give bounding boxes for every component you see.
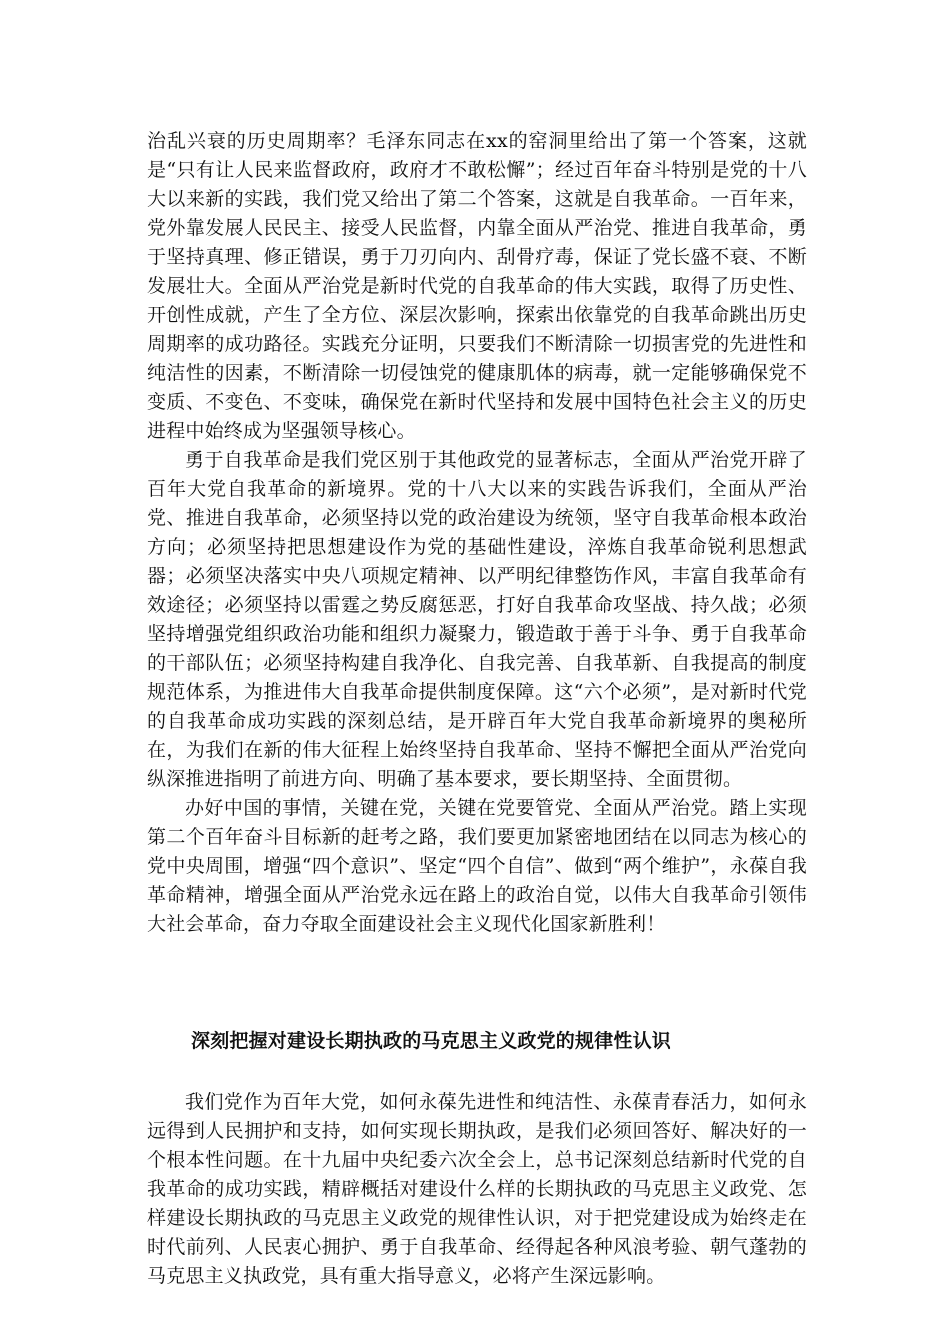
section-title: 深刻把握对建设长期执政的马克思主义政党的规律性认识 — [191, 1030, 672, 1052]
paragraph-3: 办好中国的事情，关键在党，关键在党要管党、全面从严治党。踏上实现第二个百年奋斗目标新的赶考之路，我们要更加紧密地团结在以同志为核心的党中央周围，增强“四个意识”、坚定“四个自信”、做到“两个维护”，永葆自我革命精神，增强全面从严治党永远在路上的政治自觉，以伟大自我革命引领伟大社会革命，奋力夺取全面建设社会主义现代化国家新胜利！ — [147, 797, 807, 935]
document-body — [147, 127, 807, 1291]
paragraph-1: 治乱兴衰的历史周期率？毛泽东同志在xx的窑洞里给出了第一个答案，这就是“只有让人民来监督政府，政府才不敢松懈”；经过百年奋斗特别是党的十八大以来新的实践，我们党又给出了第二个答案，这就是自我革命。一百年来，党外靠发展人民民主、接受人民监督，内靠全面从严治党、推进自我革命，勇于坚持真理、修正错误，勇于刀刃向内、刮骨疗毒，保证了党长盛不衰、不断发展壮大。全面从严治党是新时代党的自我革命的伟大实践，取得了历史性、开创性成就，产生了全方位、深层次影响，探索出依靠党的自我革命跳出历史周期率的成功路径。实践充分证明，只要我们不断清除一切损害党的先进性和纯洁性的因素，不断清除一切侵蚀党的健康肌体的病毒，就一定能够确保党不变质、不变色、不变味，确保党在新时代坚持和发展中国特色社会主义的历史进程中始终成为坚强领导核心。 — [147, 130, 807, 442]
section-spacer — [147, 939, 807, 1027]
paragraph-2: 勇于自我革命是我们党区别于其他政党的显著标志，全面从严治党开辟了百年大党自我革命的新境界。党的十八大以来的实践告诉我们，全面从严治党、推进自我革命，必须坚持以党的政治建设为统领，坚守自我革命根本政治方向；必须坚持把思想建设作为党的基础性建设，淬炼自我革命锐利思想武器；必须坚决落实中央八项规定精神、以严明纪律整饬作风，丰富自我革命有效途径；必须坚持以雷霆之势反腐惩恶，打好自我革命攻坚战、持久战；必须坚持增强党组织政治功能和组织力凝聚力，锻造敢于善于斗争、勇于自我革命的干部队伍；必须坚持构建自我净化、自我完善、自我革新、自我提高的制度规范体系，为推进伟大自我革命提供制度保障。这“六个必须”，是对新时代党的自我革命成功实践的深刻总结，是开辟百年大党自我革命新境界的奥秘所在，为我们在新的伟大征程上始终坚持自我革命、坚持不懈把全面从严治党向纵深推进指明了前进方向、明确了基本要求，要长期坚持、全面贯彻。 — [147, 449, 807, 790]
paragraph-4: 我们党作为百年大党，如何永葆先进性和纯洁性、永葆青春活力，如何永远得到人民拥护和支持，如何实现长期执政，是我们必须回答好、解决好的一个根本性问题。在十九届中央纪委六次全会上，总书记深刻总结新时代党的自我革命的成功实践，精辟概括对建设什么样的长期执政的马克思主义政党、怎样建设长期执政的马克思主义政党的规律性认识，对于把党建设成为始终走在时代前列、人民衷心拥护、勇于自我革命、经得起各种风浪考验、朝气蓬勃的马克思主义执政党，具有重大指导意义，必将产生深远影响。 — [147, 1091, 807, 1287]
section-spacer — [147, 1056, 807, 1088]
